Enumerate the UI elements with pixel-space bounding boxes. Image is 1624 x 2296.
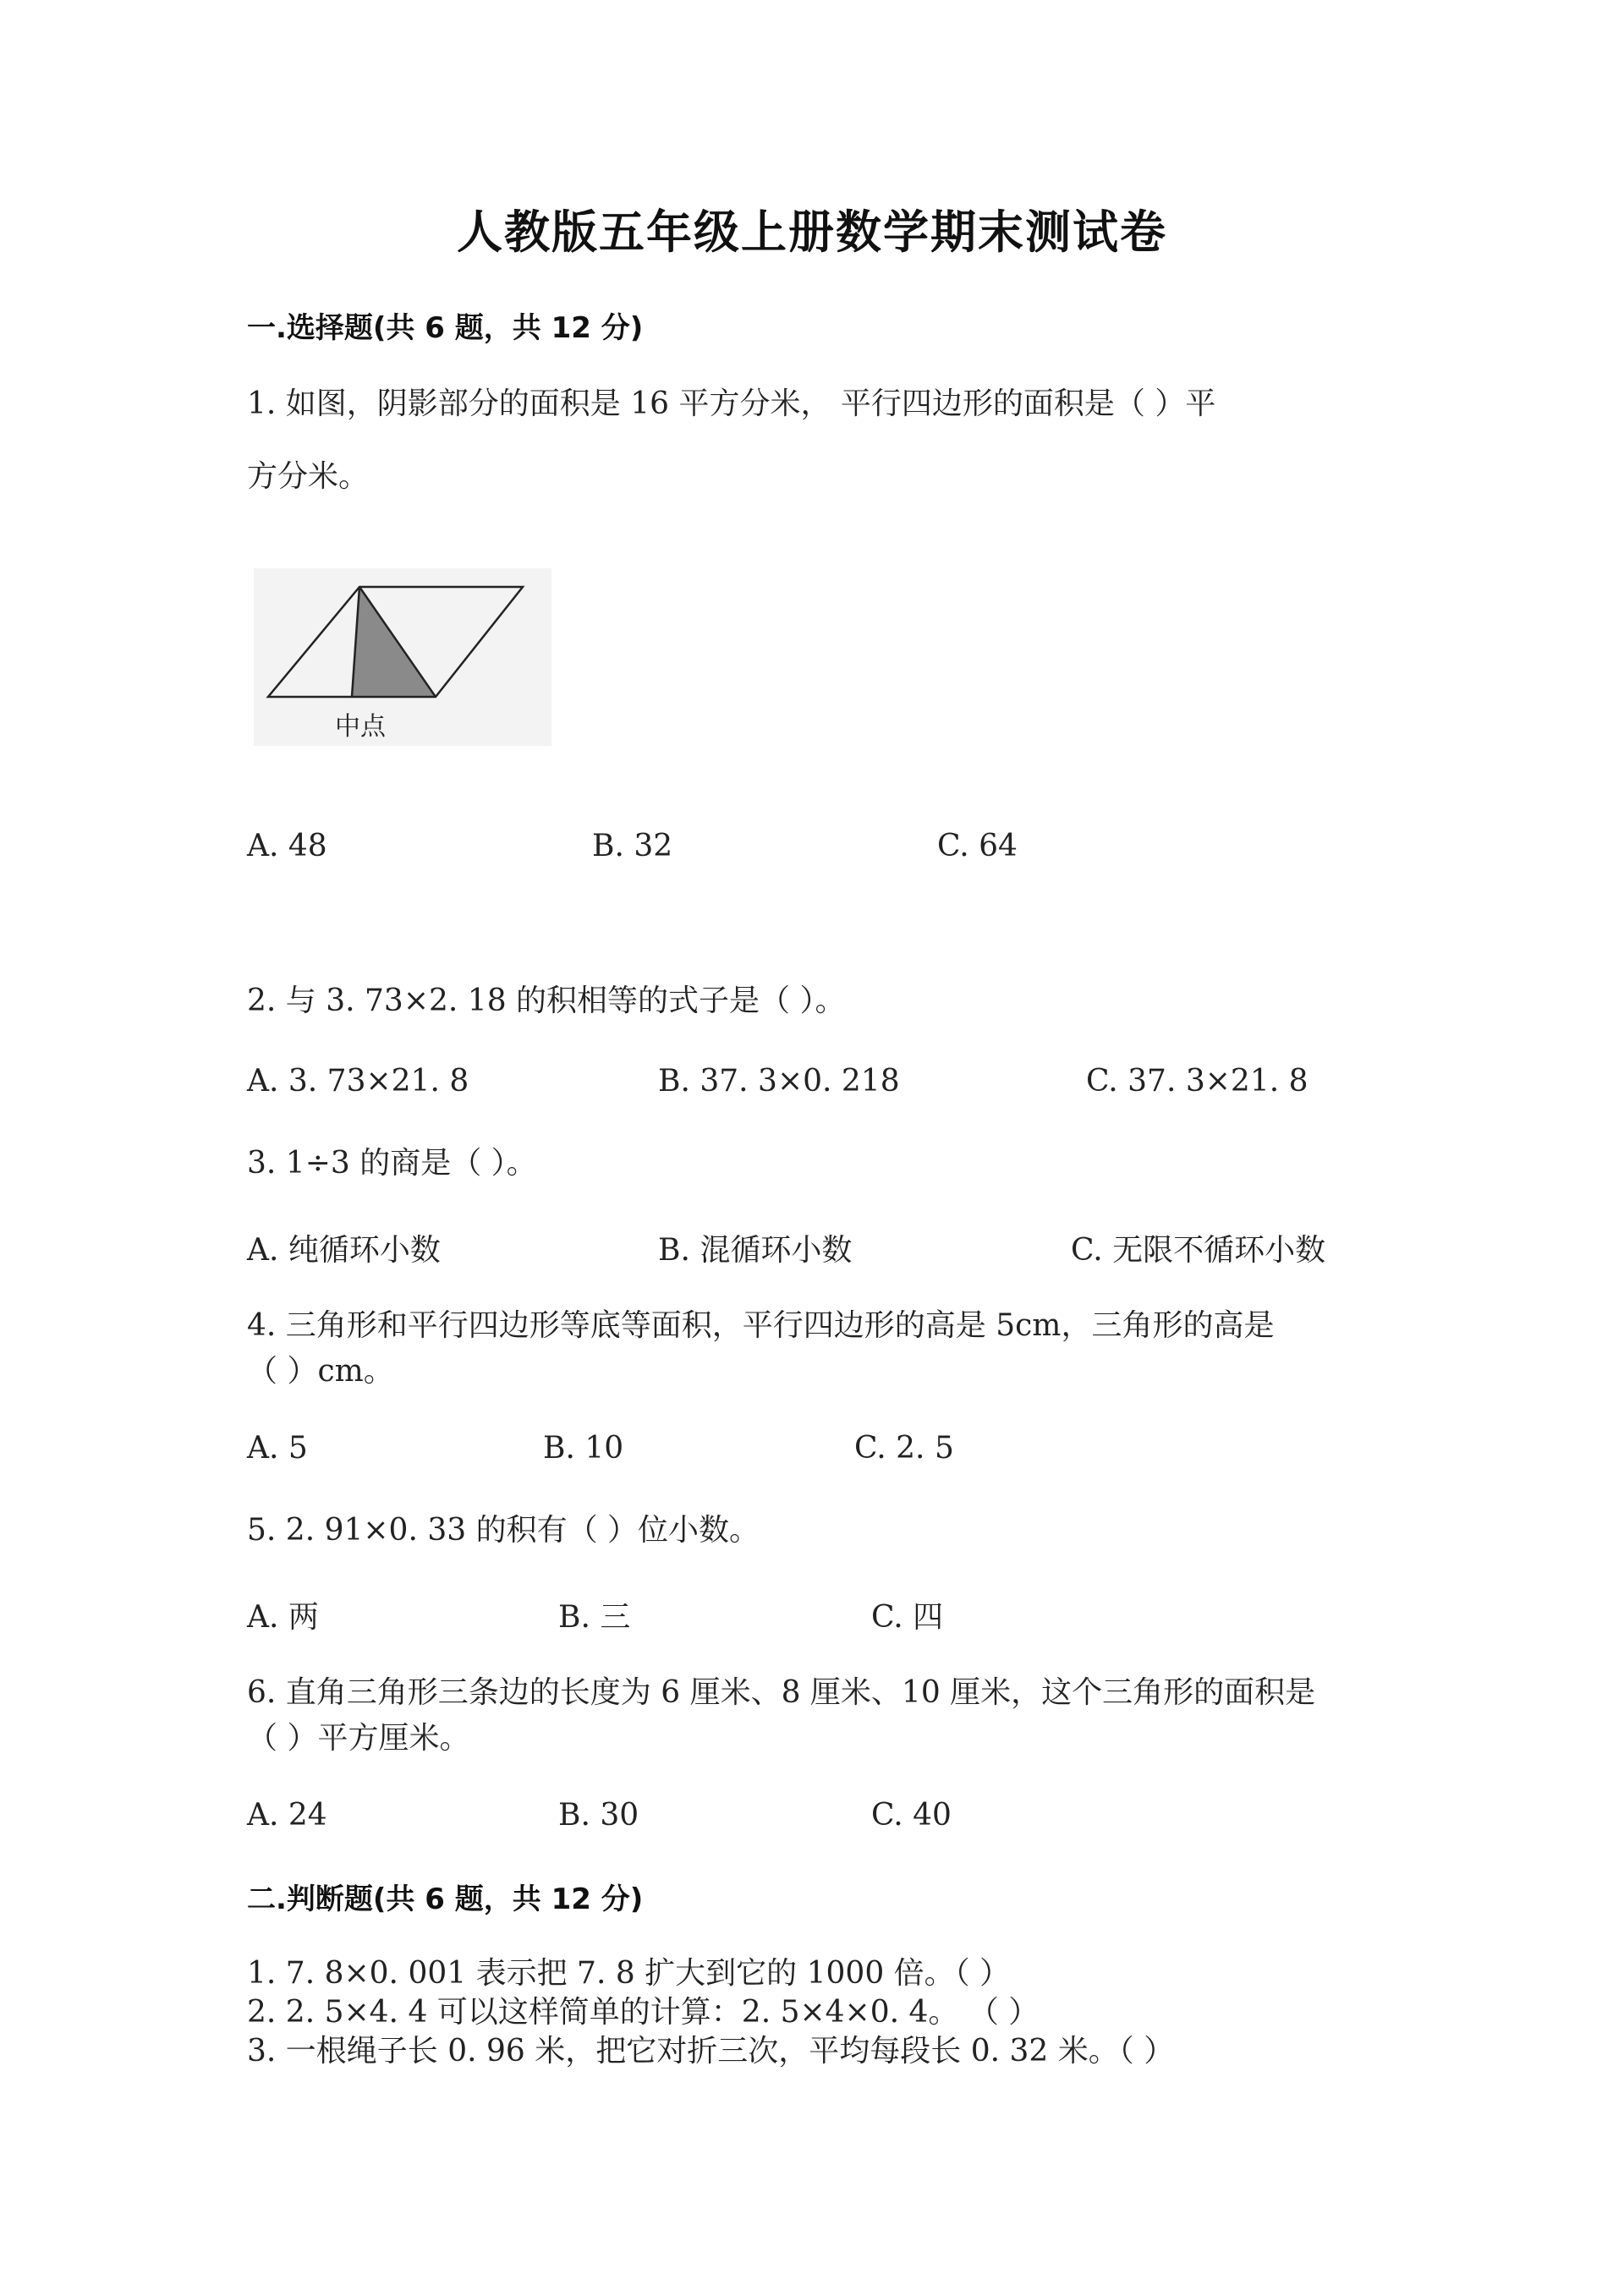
q5-option-c: C. 四 xyxy=(871,1600,944,1635)
question-4-line-1: 4. 三角形和平行四边形等底等面积，平行四边形的高是 5cm，三角形的高是 xyxy=(247,1308,1275,1343)
judge-item: 2. 2. 5×4. 4 可以这样简单的计算：2. 5×4×0. 4。 （ ） xyxy=(247,1995,1040,2030)
page-title: 人教版五年级上册数学期末测试卷 xyxy=(457,205,1167,259)
q3-option-b: B. 混循环小数 xyxy=(658,1233,853,1268)
question-1-line-2: 方分米。 xyxy=(247,459,370,494)
q6-option-a: A. 24 xyxy=(247,1798,327,1833)
question-5: 5. 2. 91×0. 33 的积有（ ）位小数。 xyxy=(247,1513,760,1548)
q1-option-a: A. 48 xyxy=(247,829,327,863)
q1-option-c: C. 64 xyxy=(937,829,1018,863)
question-6-line-1: 6. 直角三角形三条边的长度为 6 厘米、8 厘米、10 厘米，这个三角形的面积是 xyxy=(247,1675,1316,1710)
q6-option-b: B. 30 xyxy=(558,1798,639,1833)
q4-option-b: B. 10 xyxy=(543,1431,624,1466)
q6-option-c: C. 40 xyxy=(871,1798,952,1833)
q2-option-a: A. 3. 73×21. 8 xyxy=(247,1064,469,1099)
q3-option-a: A. 纯循环小数 xyxy=(247,1233,441,1268)
q2-option-b: B. 37. 3×0. 218 xyxy=(658,1064,900,1099)
question-3: 3. 1÷3 的商是（ ）。 xyxy=(247,1146,537,1181)
q5-option-b: B. 三 xyxy=(558,1600,631,1635)
section-heading-choice: 一.选择题(共 6 题，共 12 分) xyxy=(247,311,644,345)
question-2: 2. 与 3. 73×2. 18 的积相等的式子是（ ）。 xyxy=(247,984,846,1018)
question-1-line-1: 1. 如图，阴影部分的面积是 16 平方分米， 平行四边形的面积是（ ）平 xyxy=(247,386,1216,421)
q5-option-a: A. 两 xyxy=(247,1600,319,1635)
section-heading-judge: 二.判断题(共 6 题，共 12 分) xyxy=(247,1882,644,1916)
judge-item: 1. 7. 8×0. 001 表示把 7. 8 扩大到它的 1000 倍。（ ） xyxy=(247,1956,1011,1991)
q4-option-c: C. 2. 5 xyxy=(854,1431,954,1466)
question-6-line-2: （ ）平方厘米。 xyxy=(247,1721,470,1756)
midpoint-label: 中点 xyxy=(335,712,386,742)
q4-option-a: A. 5 xyxy=(247,1431,308,1466)
judge-item: 3. 一根绳子长 0. 96 米，把它对折三次，平均每段长 0. 32 米。（ ） xyxy=(247,2034,1175,2069)
q1-option-b: B. 32 xyxy=(592,829,673,863)
q2-option-c: C. 37. 3×21. 8 xyxy=(1086,1064,1309,1099)
q3-option-c: C. 无限不循环小数 xyxy=(1071,1233,1326,1268)
parallelogram-figure xyxy=(254,568,551,746)
question-4-line-2: （ ）cm。 xyxy=(247,1354,394,1389)
parallelogram-diagram xyxy=(254,568,551,746)
